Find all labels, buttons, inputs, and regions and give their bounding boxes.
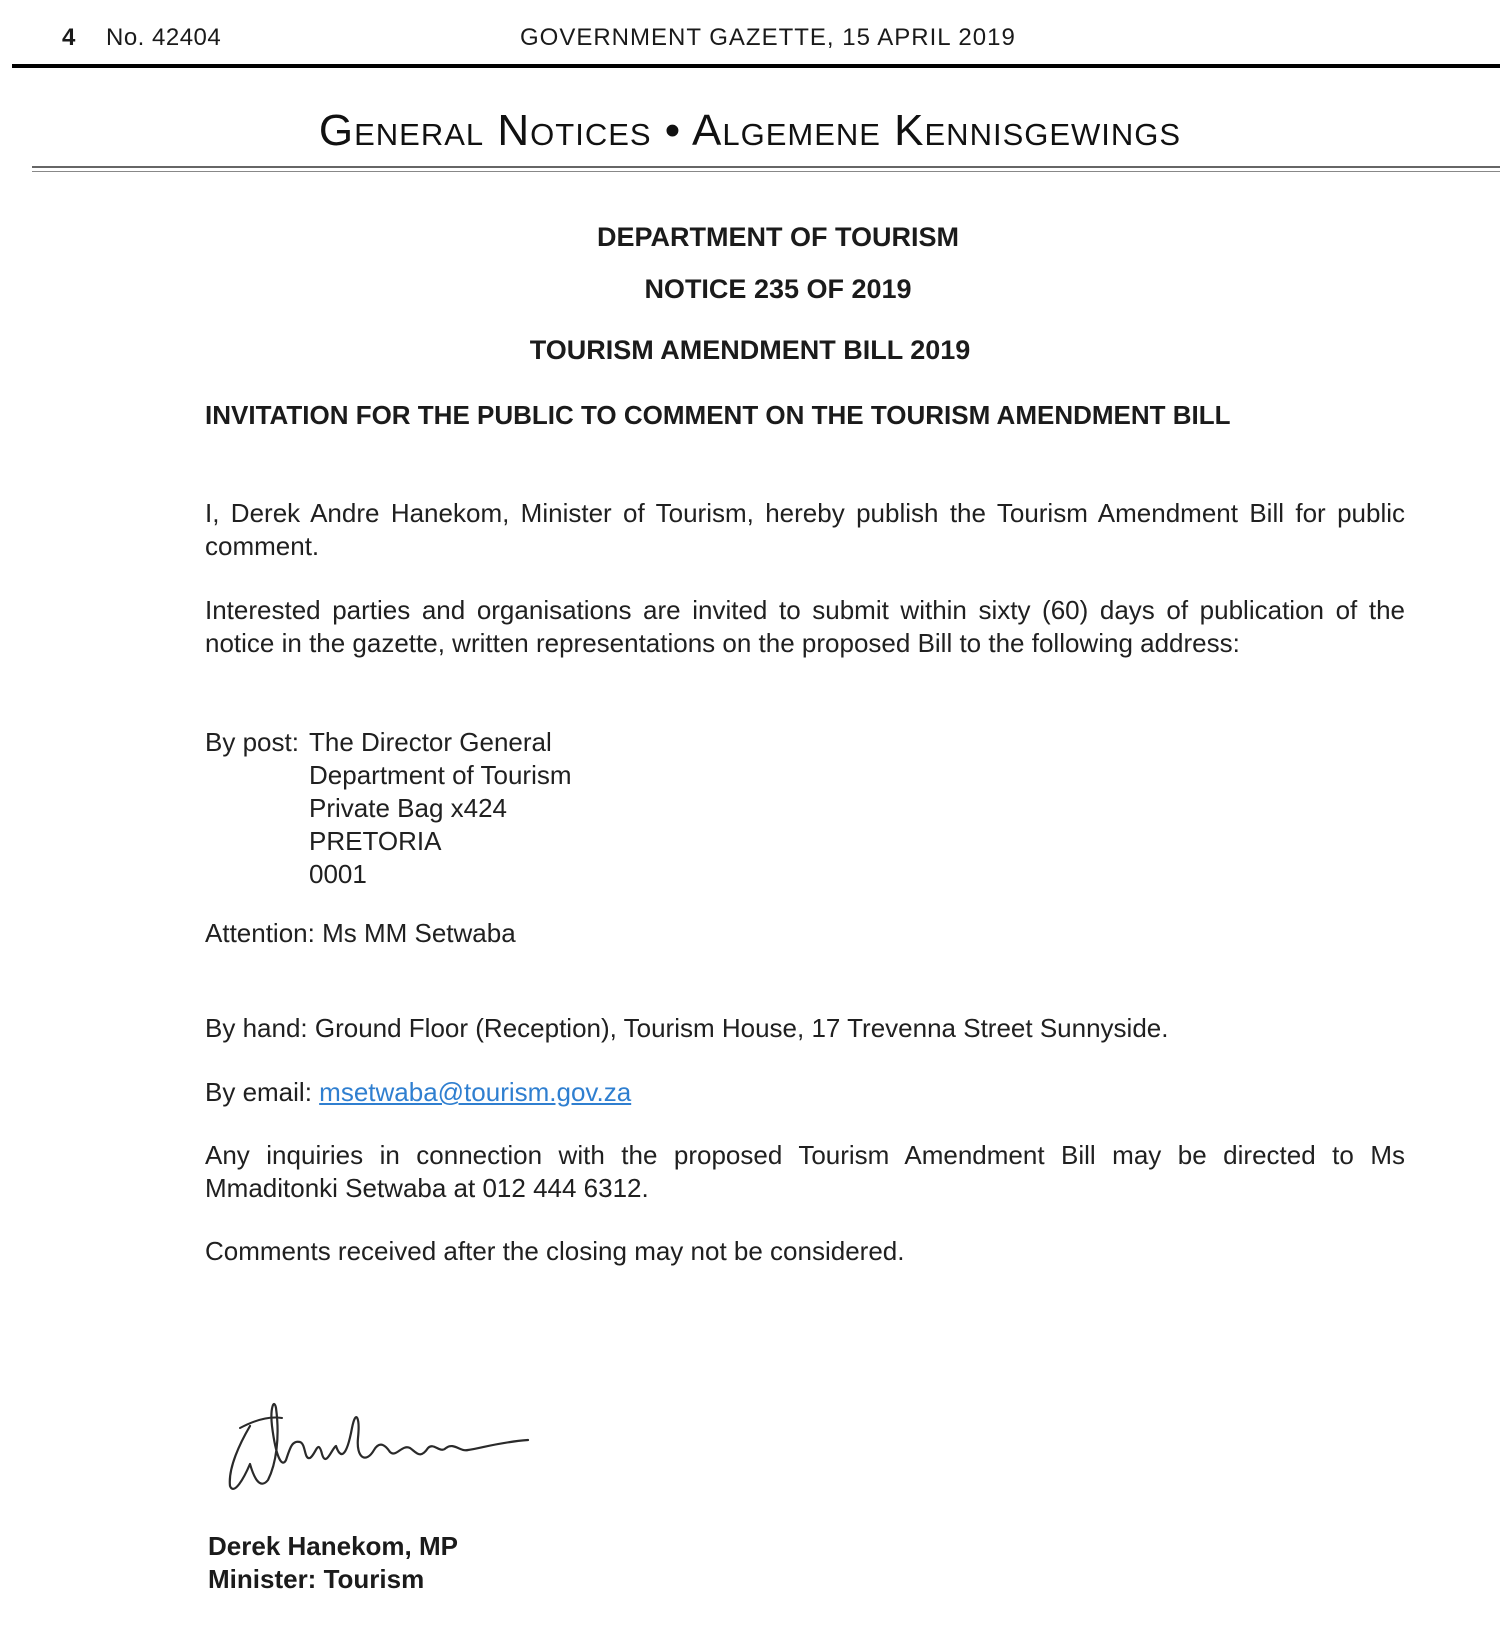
submission-paragraph: Interested parties and organisations are invited to submit within sixty (60) days of publication of the notice in the gazette, written representations on the proposed Bill to the following address: (205, 595, 1405, 658)
section-divider (32, 166, 1500, 168)
signatory-block (208, 1530, 458, 1596)
page-number: 4 (62, 24, 76, 51)
signatory-title: Minister: Tourism (208, 1564, 425, 1594)
by-post-label: By post: (205, 727, 299, 757)
by-hand-line: By hand: Ground Floor (Reception), Tourism House, 17 Trevenna Street Sunnyside. (205, 1013, 1169, 1043)
invitation-heading: INVITATION FOR THE PUBLIC TO COMMENT ON THE TOURISM AMENDMENT BILL (205, 400, 1231, 430)
by-email-label: By email: (205, 1077, 312, 1107)
signature-image (210, 1368, 570, 1498)
address-line: Department of Tourism (309, 760, 572, 790)
address-line: PRETORIA (309, 826, 442, 856)
signatory-name: Derek Hanekom, MP (208, 1531, 458, 1561)
notice-number: NOTICE 235 OF 2019 (644, 274, 912, 304)
address-line: Private Bag x424 (309, 793, 508, 823)
closing-statement: Comments received after the closing may not be considered. (205, 1236, 905, 1266)
gazette-title: GOVERNMENT GAZETTE, 15 APRIL 2019 (520, 24, 1016, 51)
section-heading: General Notices • Algemene Kennisgewings (318, 106, 1182, 155)
header-divider (12, 64, 1500, 68)
issue-number: No. 42404 (106, 24, 222, 51)
by-email-line (205, 1077, 631, 1108)
address-line: The Director General (309, 727, 552, 757)
gazette-header (0, 0, 1500, 70)
section-divider-thin (32, 171, 1500, 172)
attention-line: Attention: Ms MM Setwaba (205, 918, 516, 948)
inquiries-paragraph: Any inquiries in connection with the proposed Tourism Amendment Bill may be directed to Ms Mmaditonki Setwaba at 012 444 6312. (205, 1140, 1405, 1203)
department-title: DEPARTMENT OF TOURISM (597, 222, 959, 252)
postal-address (309, 726, 572, 891)
address-line: 0001 (309, 859, 367, 889)
email-link[interactable]: msetwaba@tourism.gov.za (319, 1077, 632, 1107)
bill-title: TOURISM AMENDMENT BILL 2019 (529, 335, 971, 365)
intro-paragraph: I, Derek Andre Hanekom, Minister of Tourism, hereby publish the Tourism Amendment Bill for public comment. (205, 498, 1405, 561)
